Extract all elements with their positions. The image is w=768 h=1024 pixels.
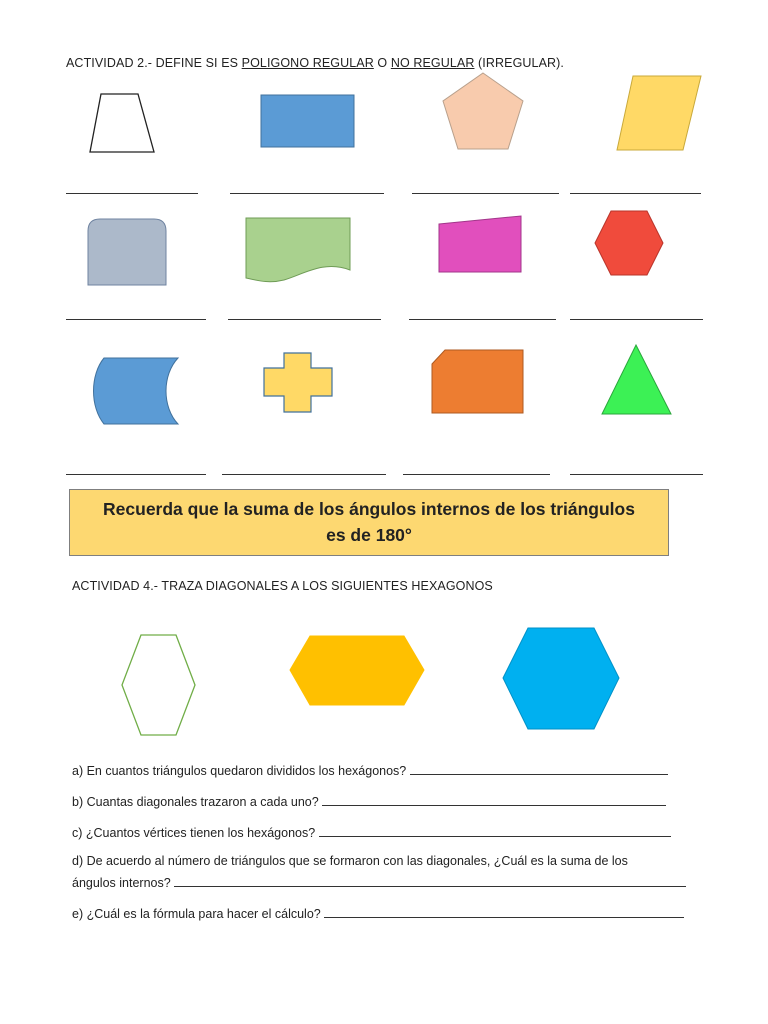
cut-corner-fill <box>432 350 523 413</box>
activity-2-prefix: ACTIVIDAD 2.- DEFINE SI ES <box>66 56 242 70</box>
triangle-fill <box>602 345 671 414</box>
cut-corner-rectangle-shape <box>430 348 526 416</box>
question-d-text-1: d) De acuerdo al número de triángulos que se formaron con las diagonales, ¿Cuál es la suma de los <box>72 854 628 868</box>
question-e-text: e) ¿Cuál es la fórmula para hacer el cálculo? <box>72 907 321 921</box>
question-d-answer-line[interactable] <box>174 874 686 887</box>
cyan-hexagon-shape <box>501 626 623 732</box>
question-c-answer-line[interactable] <box>319 824 671 837</box>
document-wave-fill <box>246 218 350 282</box>
cross-fill <box>264 353 332 412</box>
answer-line[interactable] <box>230 193 384 194</box>
non-regular-term: NO REGULAR <box>390 56 475 70</box>
parallelogram-fill <box>617 76 701 150</box>
question-a-answer-line[interactable] <box>410 762 668 775</box>
question-e <box>72 905 684 921</box>
question-d-text-2: ángulos internos? <box>72 876 171 890</box>
trapezoid-shape <box>85 90 160 158</box>
reminder-box <box>69 489 669 556</box>
question-c <box>72 824 671 840</box>
reminder-line-2: es de 180° <box>326 525 412 545</box>
outline-hexagon-shape <box>119 632 199 740</box>
answer-line[interactable] <box>66 474 206 475</box>
concave-shape-fill <box>94 358 179 424</box>
amber-hexagon-shape <box>288 634 428 708</box>
irregular-quadrilateral-shape <box>437 214 525 276</box>
question-c-text: c) ¿Cuantos vértices tienen los hexágonos? <box>72 826 316 840</box>
rectangle-shape <box>258 92 358 150</box>
activity-2-heading <box>66 56 564 70</box>
quadrilateral-fill <box>439 216 521 272</box>
regular-polygon-term: POLIGONO REGULAR <box>241 56 374 70</box>
pentagon-shape <box>440 70 530 155</box>
question-a <box>72 762 668 778</box>
pentagon-fill <box>443 73 523 149</box>
cross-shape <box>262 350 336 416</box>
question-d-line-2 <box>72 874 686 890</box>
activity-2-middle: O <box>373 56 391 70</box>
answer-line[interactable] <box>570 193 701 194</box>
cyan-hexagon-fill <box>503 628 619 729</box>
red-hexagon-fill <box>595 211 663 275</box>
question-b-answer-line[interactable] <box>322 793 666 806</box>
answer-line[interactable] <box>570 319 703 320</box>
triangle-shape <box>600 343 674 417</box>
answer-line[interactable] <box>228 319 381 320</box>
parallelogram-shape <box>615 73 705 153</box>
answer-line[interactable] <box>66 193 198 194</box>
question-d-line-1 <box>72 854 628 868</box>
answer-line[interactable] <box>570 474 703 475</box>
question-a-text: a) En cuantos triángulos quedaron divididos los hexágonos? <box>72 764 407 778</box>
question-b-text: b) Cuantas diagonales trazaron a cada uno? <box>72 795 319 809</box>
answer-line[interactable] <box>66 319 206 320</box>
answer-line[interactable] <box>403 474 550 475</box>
answer-line[interactable] <box>412 193 559 194</box>
question-b <box>72 793 666 809</box>
reminder-line-1: Recuerda que la suma de los ángulos internos de los triángulos <box>103 499 635 519</box>
amber-hexagon-fill <box>290 636 424 705</box>
rounded-top-rectangle-shape <box>86 217 170 289</box>
answer-line[interactable] <box>409 319 556 320</box>
activity-2-suffix: (IRREGULAR). <box>474 56 564 70</box>
answer-line[interactable] <box>222 474 386 475</box>
concave-cylinder-shape <box>92 355 184 427</box>
rectangle-fill <box>261 95 354 147</box>
question-e-answer-line[interactable] <box>324 905 684 918</box>
document-wave-shape <box>244 216 354 286</box>
rounded-rectangle-fill <box>88 219 166 285</box>
red-hexagon-shape <box>592 208 666 278</box>
activity-4-heading: ACTIVIDAD 4.- TRAZA DIAGONALES A LOS SIGUIENTES HEXAGONOS <box>72 579 493 593</box>
